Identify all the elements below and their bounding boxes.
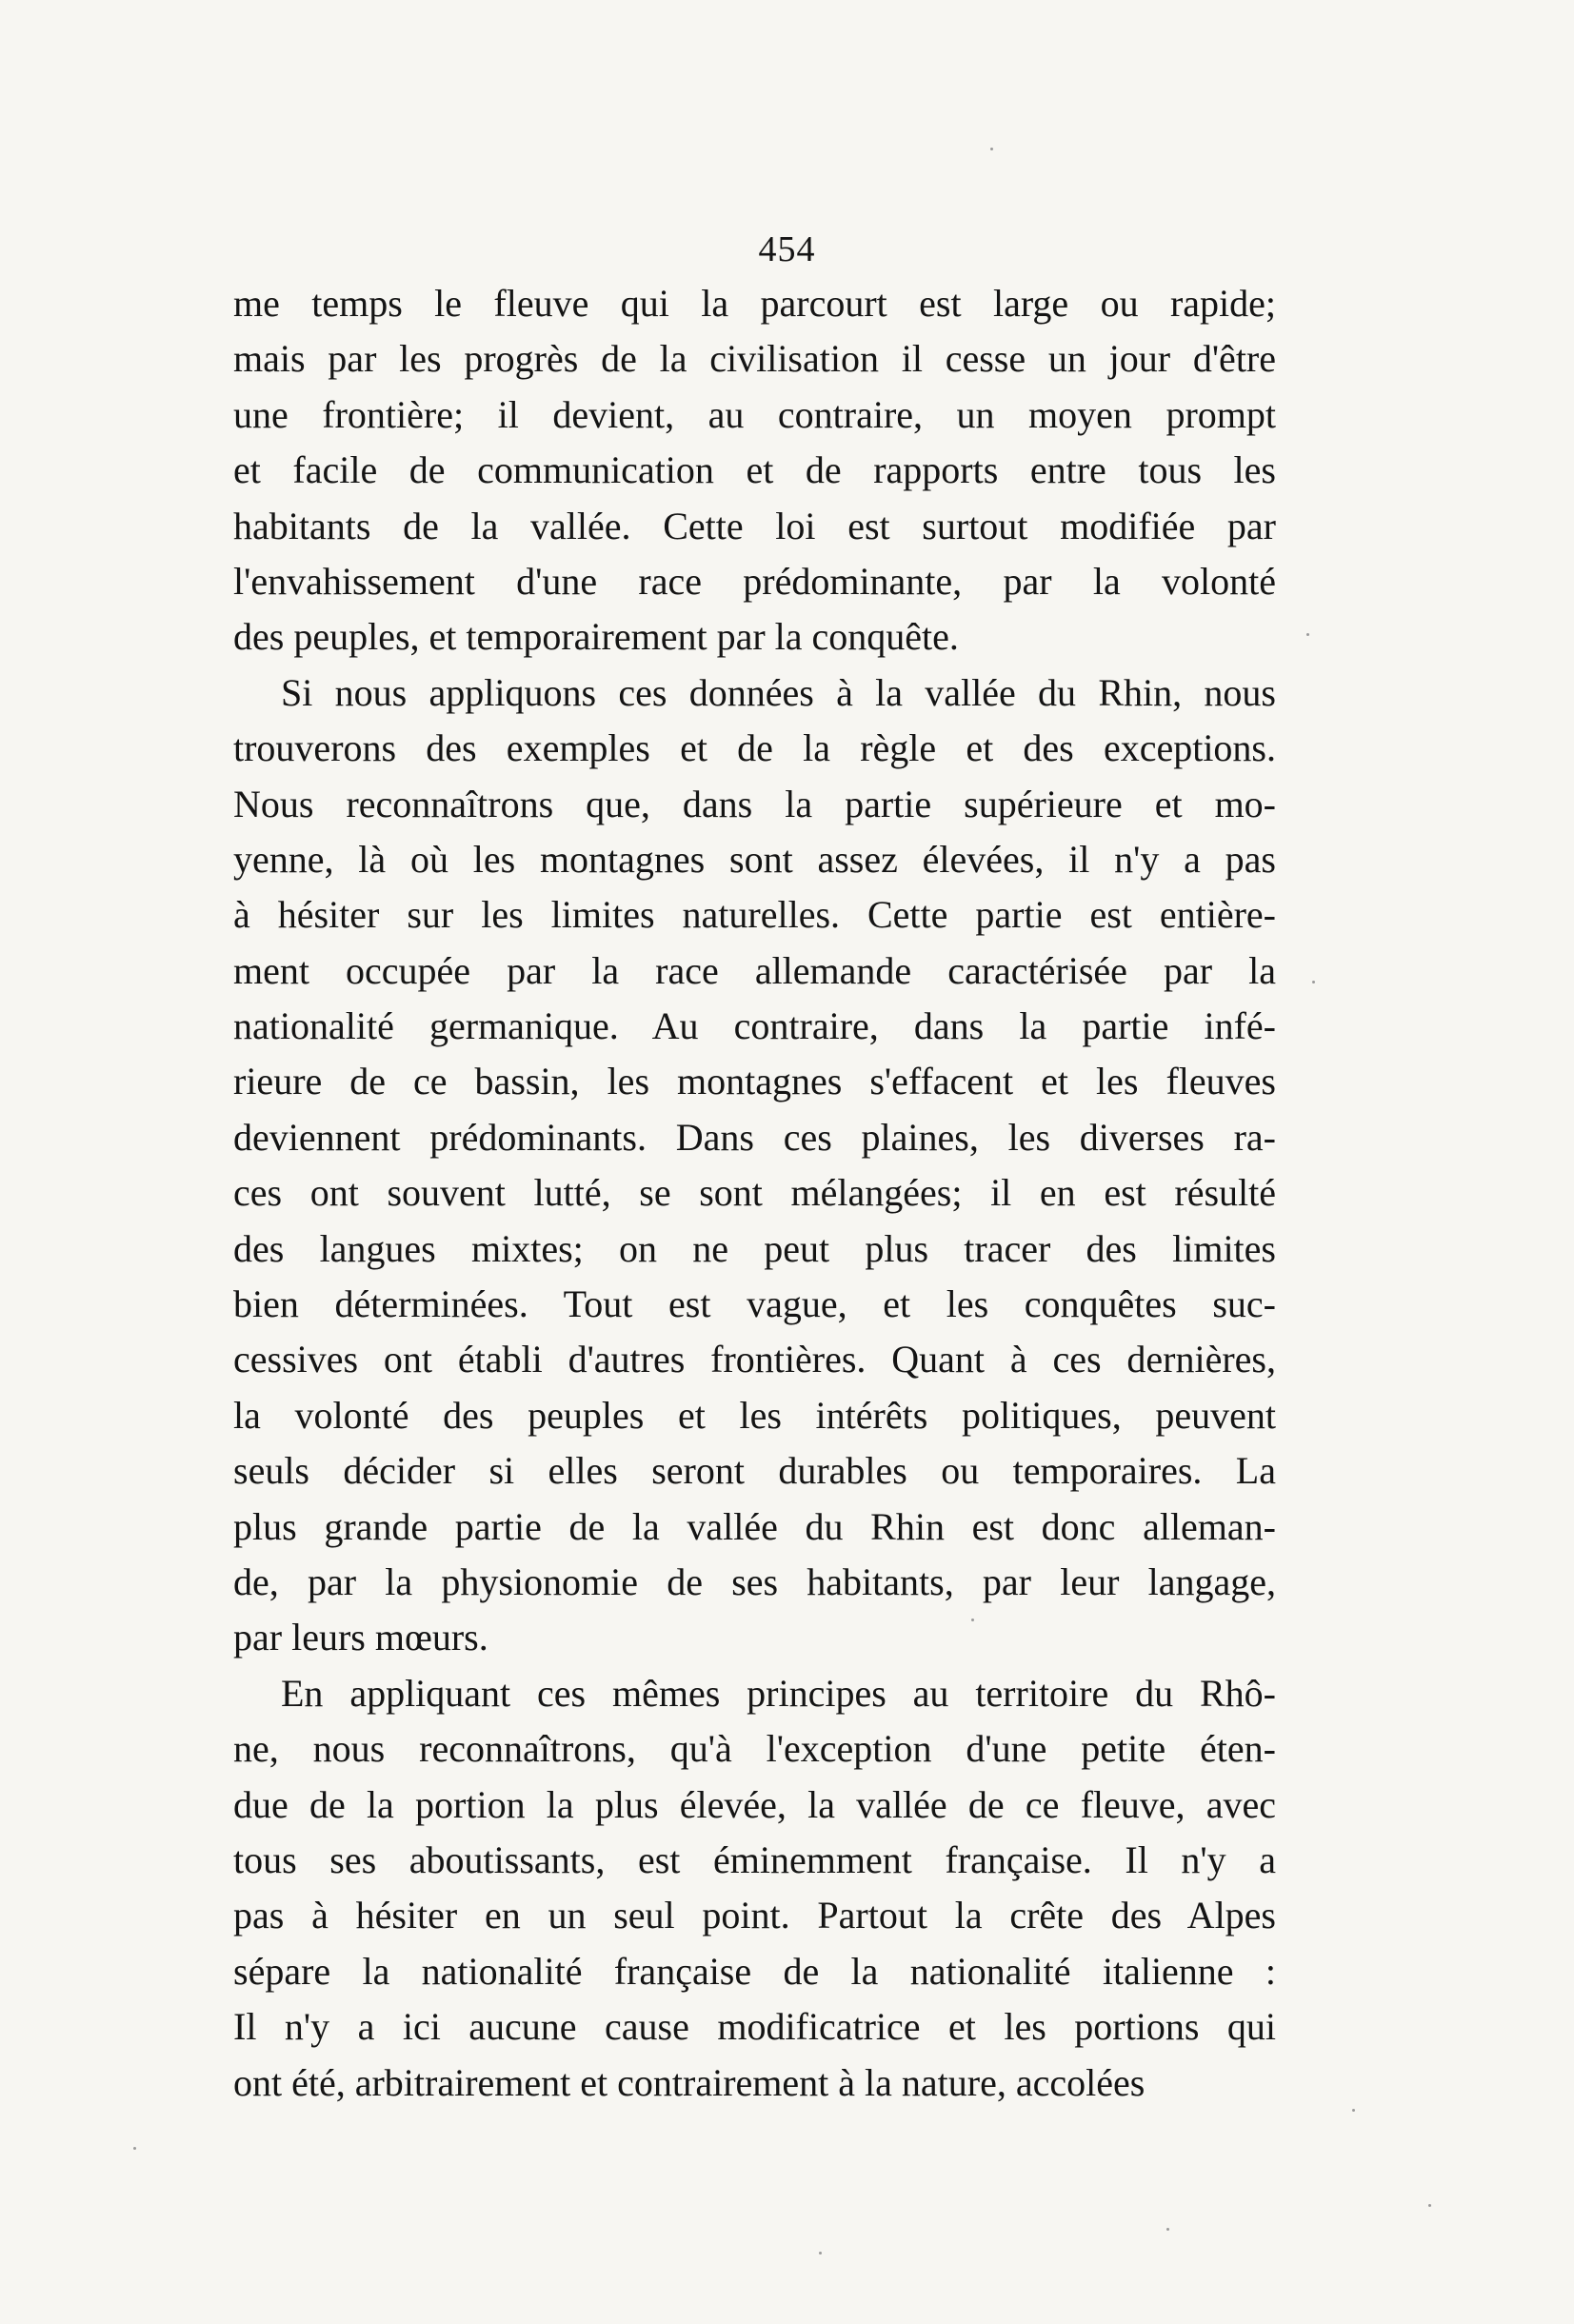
text-line: bien déterminées. Tout est vague, et les conquêtes suc- (233, 1282, 1276, 1326)
text-line: me temps le fleuve qui la parcourt est large ou rapide; (233, 282, 1276, 325)
page-number: 454 (758, 229, 816, 269)
text-line: pas à hésiter en un seul point. Partout la crête des Alpes (233, 1894, 1276, 1937)
text-line: Si nous appliquons ces données à la vallée du Rhin, nous (281, 670, 1276, 714)
text-line: seuls décider si elles seront durables ou temporaires. La (233, 1449, 1276, 1493)
text-line: tous ses aboutissants, est éminemment française. Il n'y a (233, 1837, 1276, 1881)
scan-speck (971, 1619, 974, 1621)
text-line: ment occupée par la race allemande caractérisée par la (233, 948, 1276, 992)
text-line: ne, nous reconnaîtrons, qu'à l'exception d'une petite éten- (233, 1727, 1276, 1771)
scan-speck (1428, 2204, 1431, 2207)
text-line: l'envahissement d'une race prédominante, par la volonté (233, 559, 1276, 603)
text-line: la volonté des peuples et les intérêts politiques, peuvent (233, 1393, 1276, 1437)
text-line: plus grande partie de la vallée du Rhin est donc alleman- (233, 1504, 1276, 1548)
scan-speck (1306, 633, 1309, 636)
body-text (233, 276, 1276, 2111)
text-line: cessives ont établi d'autres frontières. Quant à ces dernières, (233, 1338, 1276, 1381)
text-line: deviennent prédominants. Dans ces plaines, les diverses ra- (233, 1115, 1276, 1159)
text-line: ont été, arbitrairement et contrairement à la nature, accolées (233, 2060, 1146, 2104)
text-line: des peuples, et temporairement par la conquête. (233, 615, 959, 659)
text-line: Il n'y a ici aucune cause modificatrice et les portions qui (233, 2005, 1276, 2049)
text-line: par leurs mœurs. (233, 1616, 488, 1659)
text-line: des langues mixtes; on ne peut plus tracer des limites (233, 1226, 1276, 1270)
text-line: une frontière; il devient, au contraire, un moyen prompt (233, 392, 1276, 436)
text-line: trouverons des exemples et de la règle et des exceptions. (233, 726, 1276, 770)
text-line: et facile de communication et de rapports entre tous les (233, 448, 1276, 492)
text-line: sépare la nationalité française de la nationalité italienne : (233, 1949, 1276, 1993)
text-line: ces ont souvent lutté, se sont mélangées; il en est résulté (233, 1171, 1276, 1215)
text-line: Nous reconnaîtrons que, dans la partie supérieure et mo- (233, 782, 1276, 825)
text-line: de, par la physionomie de ses habitants, par leur langage, (233, 1559, 1276, 1603)
text-line: nationalité germanique. Au contraire, dans la partie infé- (233, 1004, 1276, 1048)
scan-speck (1312, 981, 1315, 983)
text-line: En appliquant ces mêmes principes au territoire du Rhô- (281, 1671, 1276, 1715)
text-line: à hésiter sur les limites naturelles. Cette partie est entière- (233, 893, 1276, 937)
text-line: habitants de la vallée. Cette loi est surtout modifiée par (233, 504, 1276, 547)
scan-speck (1352, 2109, 1355, 2112)
text-line: yenne, là où les montagnes sont assez élevées, il n'y a pas (233, 837, 1276, 881)
text-line: rieure de ce bassin, les montagnes s'effacent et les fleuves (233, 1060, 1276, 1103)
scan-speck (1166, 2228, 1169, 2231)
text-line: due de la portion la plus élevée, la vallée de ce fleuve, avec (233, 1782, 1276, 1826)
scan-speck (133, 2147, 136, 2150)
scan-speck (990, 148, 993, 150)
scan-speck (819, 2252, 822, 2254)
text-line: mais par les progrès de la civilisation il cesse un jour d'être (233, 337, 1276, 381)
